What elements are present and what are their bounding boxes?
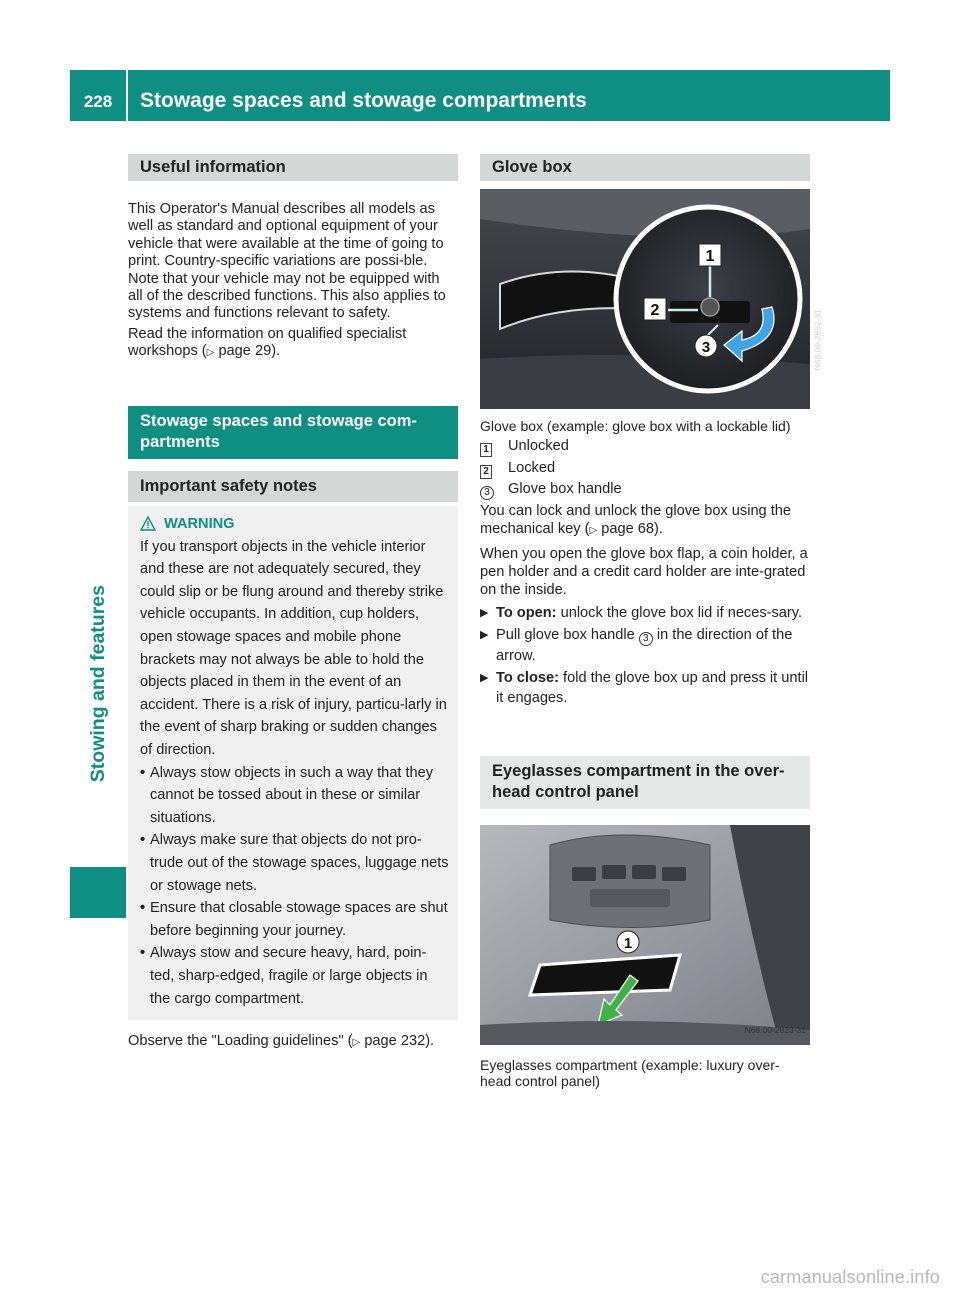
dot-icon: • [140,764,146,781]
legend-item: 3 Glove box handle [480,479,810,501]
left-column [128,154,458,1053]
step-item: ▶ To close: fold the glove box up and press it until it engages. [480,669,809,706]
triangle-right-icon: ▷ [589,524,598,536]
dot-icon: • [140,900,146,917]
side-chapter-label [86,585,110,845]
callout-number-1: 1 [623,934,633,952]
section-heading-eyeglasses: Eyeglasses compartment in the over-head control panel [480,756,810,809]
warning-title: WARNING [164,515,235,532]
eyeglasses-caption: Eyeglasses compartment (example: luxury over-head control panel) [480,1056,780,1089]
side-chapter-text: Stowing and features [87,585,109,783]
section-heading-stowage: Stowage spaces and stowage com-partments [128,406,458,459]
section-heading-useful-info: Useful information [128,154,458,181]
watermark: carmanualsonline.info [760,1267,940,1287]
glove-box-illustration [480,189,810,409]
side-chapter-marker [70,867,126,918]
svg-text:3: 3 [701,339,711,356]
link-page-232[interactable]: page 232 [364,1033,426,1050]
legend-item: 1 Unlocked [480,436,810,458]
dot-icon: • [140,945,146,962]
warning-bullet: • Always stow objects in such a way that they cannot be tossed about in these or similar situations. [140,762,450,830]
svg-text:1: 1 [705,248,715,265]
callout-number-3: 3 [639,632,653,646]
arrow-bullet-icon: ▶ [480,606,489,619]
callout-number-3: 3 [480,486,494,500]
svg-text:2: 2 [650,302,660,319]
callout-number-2: 2 [480,465,492,479]
link-page-29[interactable]: page 29 [218,343,272,360]
useful-info-paragraph: This Operator's Manual describes all models as well as standard and optional equipment of your vehicle that were available at the time of going to print. Country-specific variations are possi-ble. Note that your vehicle may not be equipped with all of the described functions. This also applies to systems and functions relevant to safety. [128,201,446,322]
glove-box-holders-paragraph: When you open the glove box flap, a coin holder, a pen holder and a credit card holder are inte-grated on the inside. [480,545,808,598]
glove-box-caption: Glove box (example: glove box with a lockable lid) [480,418,791,434]
arrow-bullet-icon: ▶ [480,671,489,684]
eyeglasses-illustration [480,825,810,1045]
warning-bullet: • Ensure that closable stowage spaces are shut before beginning your journey. [140,897,450,942]
section-heading-glove-box: Glove box [480,154,810,181]
warning-bullet: • Always stow and secure heavy, hard, poin-ted, sharp-edged, fragile or large objects in the cargo compartment. [140,942,450,1010]
callout-number-1: 1 [480,443,492,457]
step-item: ▶ To open: unlock the glove box lid if neces-sary. [480,604,803,621]
header-divider [126,70,128,121]
section-heading-safety: Important safety notes [128,471,458,502]
triangle-right-icon: ▷ [206,347,215,359]
arrow-bullet-icon: ▶ [480,628,489,641]
step-item: ▶ Pull glove box handle 3 in the direction of the arrow. [480,626,793,664]
image-code: N68.00-2852-31 [812,309,822,371]
loading-guidelines-paragraph: Observe the "Loading guidelines" (▷ page 232). [128,1033,435,1050]
page-title: Stowage spaces and stowage compartments [140,89,587,112]
warning-header [140,514,450,534]
glove-box-photo [480,189,822,409]
legend-item: 2 Locked [480,458,810,480]
link-page-68[interactable]: page 68 [601,520,655,537]
dot-icon: • [140,832,146,849]
page-number: 228 [83,92,113,111]
image-code: N68.00-2823-31 [744,1025,806,1036]
triangle-right-icon: ▷ [352,1037,361,1049]
warning-triangle-icon [140,516,156,531]
warning-body: If you transport objects in the vehicle interior and these are not adequately secured, they could slip or be flung around and thereby strike vehicle occupants. In addition, cup holders, open stowage spaces and mobile phone brackets may not always be able to hold the objects placed in them in the event of an accident. There is a risk of injury, particu-larly in the event of sharp braking or sudden changes of direction. [140,538,447,758]
warning-bullet: • Always make sure that objects do not pro-trude out of the stowage spaces, luggage nets or stowage nets. [140,829,450,897]
glove-box-lock-paragraph: You can lock and unlock the glove box using the mechanical key (▷ page 68). [480,502,792,537]
eyeglasses-photo [480,825,810,1045]
right-column [480,154,822,1089]
useful-info-specialist-paragraph: Read the information on qualified specialist workshops (▷ page 29). [128,325,407,360]
warning-box [128,506,458,1020]
